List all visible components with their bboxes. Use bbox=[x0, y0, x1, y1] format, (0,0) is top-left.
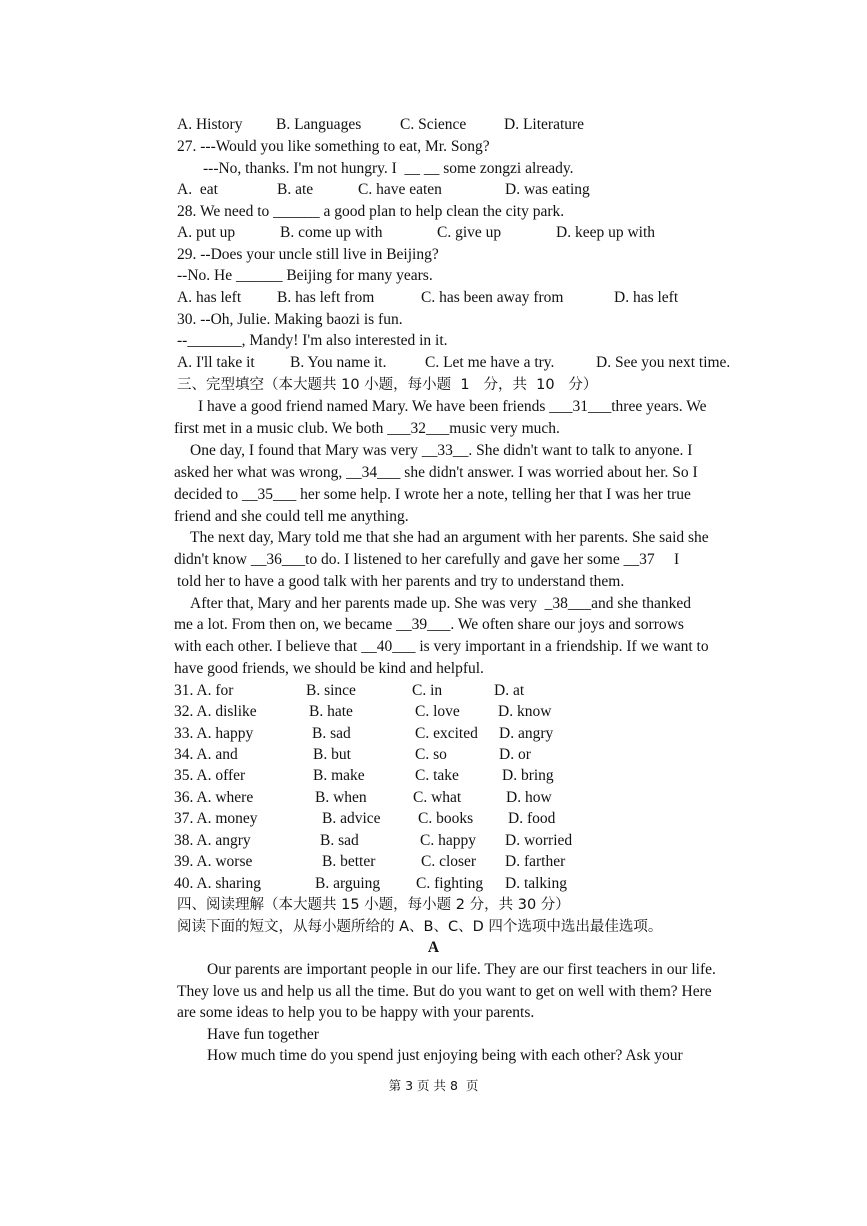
cloze-option: 39. A. worse bbox=[174, 853, 253, 870]
cloze-line-6: friend and she could tell me anything. bbox=[174, 508, 409, 525]
cloze-option: B. make bbox=[313, 767, 365, 784]
passage-subheading: Have fun together bbox=[207, 1026, 319, 1043]
q29-option-c: C. has been away from bbox=[421, 289, 564, 306]
q29-prompt: 29. --Does your uncle still live in Beijing? bbox=[177, 246, 439, 263]
cloze-line-9: told her to have a good talk with her parents and try to understand them. bbox=[177, 573, 625, 590]
q27-option-c: C. have eaten bbox=[358, 181, 442, 198]
cloze-line-5: decided to __35___ her some help. I wrote her a note, telling her that I was her true bbox=[174, 486, 691, 503]
q30-reply: --_______, Mandy! I'm also interested in it. bbox=[177, 332, 448, 349]
cloze-option: 34. A. and bbox=[174, 746, 238, 763]
cloze-option: C. books bbox=[418, 810, 474, 827]
cloze-line-2: first met in a music club. We both ___32___music very much. bbox=[174, 420, 560, 437]
cloze-option: 38. A. angry bbox=[174, 832, 251, 849]
q27-prompt: 27. ---Would you like something to eat, Mr. Song? bbox=[177, 138, 490, 155]
cloze-option: 35. A. offer bbox=[174, 767, 246, 784]
cloze-option: B. advice bbox=[322, 810, 381, 827]
q26-option-d: D. Literature bbox=[504, 116, 585, 133]
cloze-option: C. closer bbox=[421, 853, 477, 870]
cloze-option: D. know bbox=[498, 703, 552, 720]
cloze-option: 31. A. for bbox=[174, 682, 234, 699]
cloze-option: D. angry bbox=[499, 725, 554, 742]
cloze-line-13: have good friends, we should be kind and helpful. bbox=[174, 660, 484, 677]
cloze-line-7: The next day, Mary told me that she had an argument with her parents. She said she bbox=[190, 529, 709, 546]
section4-instruction: 阅读下面的短文，从每小题所给的 A、B、C、D 四个选项中选出最佳选项。 bbox=[177, 919, 663, 935]
q30-prompt: 30. --Oh, Julie. Making baozi is fun. bbox=[177, 311, 403, 328]
cloze-option: 33. A. happy bbox=[174, 725, 254, 742]
cloze-option: C. happy bbox=[420, 832, 476, 849]
cloze-option: D. talking bbox=[505, 875, 567, 892]
cloze-option: D. worried bbox=[505, 832, 573, 849]
cloze-option: 36. A. where bbox=[174, 789, 254, 806]
cloze-line-4: asked her what was wrong, __34___ she didn't answer. I was worried about her. So I bbox=[174, 464, 698, 481]
passage-label: A bbox=[427, 939, 440, 956]
cloze-option: C. take bbox=[415, 767, 459, 784]
section3-title: 三、完型填空（本大题共 10 小题，每小题 1 分，共 10 分） bbox=[177, 377, 598, 393]
cloze-option: D. food bbox=[508, 810, 556, 827]
cloze-line-3: One day, I found that Mary was very __33__. She didn't want to talk to anyone. I bbox=[190, 442, 693, 459]
q26-option-c: C. Science bbox=[400, 116, 467, 133]
q29-reply: --No. He ______ Beijing for many years. bbox=[177, 267, 433, 284]
cloze-option: C. fighting bbox=[416, 875, 484, 892]
cloze-option: B. sad bbox=[320, 832, 359, 849]
cloze-line-12: with each other. I believe that __40___ is very important in a friendship. If we want to bbox=[174, 638, 709, 655]
q26-option-a: A. History bbox=[177, 116, 243, 133]
cloze-option: B. better bbox=[322, 853, 376, 870]
cloze-option: 37. A. money bbox=[174, 810, 258, 827]
cloze-option: D. bring bbox=[502, 767, 554, 784]
passage-line-3: are some ideas to help you to be happy with your parents. bbox=[177, 1004, 535, 1021]
cloze-option: C. what bbox=[413, 789, 462, 806]
q28-prompt: 28. We need to ______ a good plan to help clean the city park. bbox=[177, 203, 565, 220]
q29-option-a: A. has left bbox=[177, 289, 242, 306]
cloze-line-1: I have a good friend named Mary. We have been friends ___31___three years. We bbox=[198, 398, 707, 415]
page-footer: 第 3 页 共 8 页 bbox=[388, 1078, 479, 1093]
q27-option-b: B. ate bbox=[277, 181, 314, 198]
q27-reply: ---No, thanks. I'm not hungry. I __ __ some zongzi already. bbox=[203, 160, 574, 177]
q28-option-d: D. keep up with bbox=[556, 224, 656, 241]
cloze-line-10: After that, Mary and her parents made up. She was very _38___and she thanked bbox=[190, 595, 692, 612]
cloze-option: D. how bbox=[506, 789, 552, 806]
cloze-option: D. at bbox=[494, 682, 525, 699]
q30-option-b: B. You name it. bbox=[290, 354, 387, 371]
q30-option-d: D. See you next time. bbox=[596, 354, 731, 371]
q26-option-b: B. Languages bbox=[276, 116, 362, 133]
cloze-line-11: me a lot. From then on, we became __39___. We often share our joys and sorrows bbox=[174, 616, 684, 633]
q30-option-a: A. I'll take it bbox=[177, 354, 255, 371]
cloze-option: C. in bbox=[412, 682, 443, 699]
q27-option-d: D. was eating bbox=[505, 181, 590, 198]
cloze-option: B. when bbox=[315, 789, 367, 806]
cloze-option: C. love bbox=[415, 703, 460, 720]
q27-option-a: A. eat bbox=[177, 181, 218, 198]
cloze-option: 40. A. sharing bbox=[174, 875, 261, 892]
cloze-option: B. arguing bbox=[315, 875, 381, 892]
cloze-option: B. but bbox=[313, 746, 351, 763]
cloze-option: C. so bbox=[415, 746, 447, 763]
q29-option-b: B. has left from bbox=[277, 289, 375, 306]
q29-option-d: D. has left bbox=[614, 289, 679, 306]
q30-option-c: C. Let me have a try. bbox=[425, 354, 555, 371]
q28-option-c: C. give up bbox=[437, 224, 502, 241]
q28-option-a: A. put up bbox=[177, 224, 236, 241]
cloze-option: B. sad bbox=[312, 725, 351, 742]
cloze-option: B. hate bbox=[309, 703, 353, 720]
q28-option-b: B. come up with bbox=[280, 224, 383, 241]
cloze-option: D. or bbox=[499, 746, 531, 763]
passage-line-2: They love us and help us all the time. But do you want to get on well with them? Here bbox=[177, 983, 712, 1000]
cloze-line-8: didn't know __36___to do. I listened to her carefully and gave her some __37 I bbox=[174, 551, 680, 568]
section4-title: 四、阅读理解（本大题共 15 小题，每小题 2 分，共 30 分） bbox=[177, 897, 570, 913]
cloze-option: C. excited bbox=[415, 725, 478, 742]
cloze-option: B. since bbox=[306, 682, 356, 699]
cloze-option: D. farther bbox=[505, 853, 566, 870]
cloze-option: 32. A. dislike bbox=[174, 703, 257, 720]
passage-line-5: How much time do you spend just enjoying being with each other? Ask your bbox=[207, 1047, 683, 1064]
passage-line-1: Our parents are important people in our life. They are our first teachers in our life. bbox=[207, 961, 716, 978]
